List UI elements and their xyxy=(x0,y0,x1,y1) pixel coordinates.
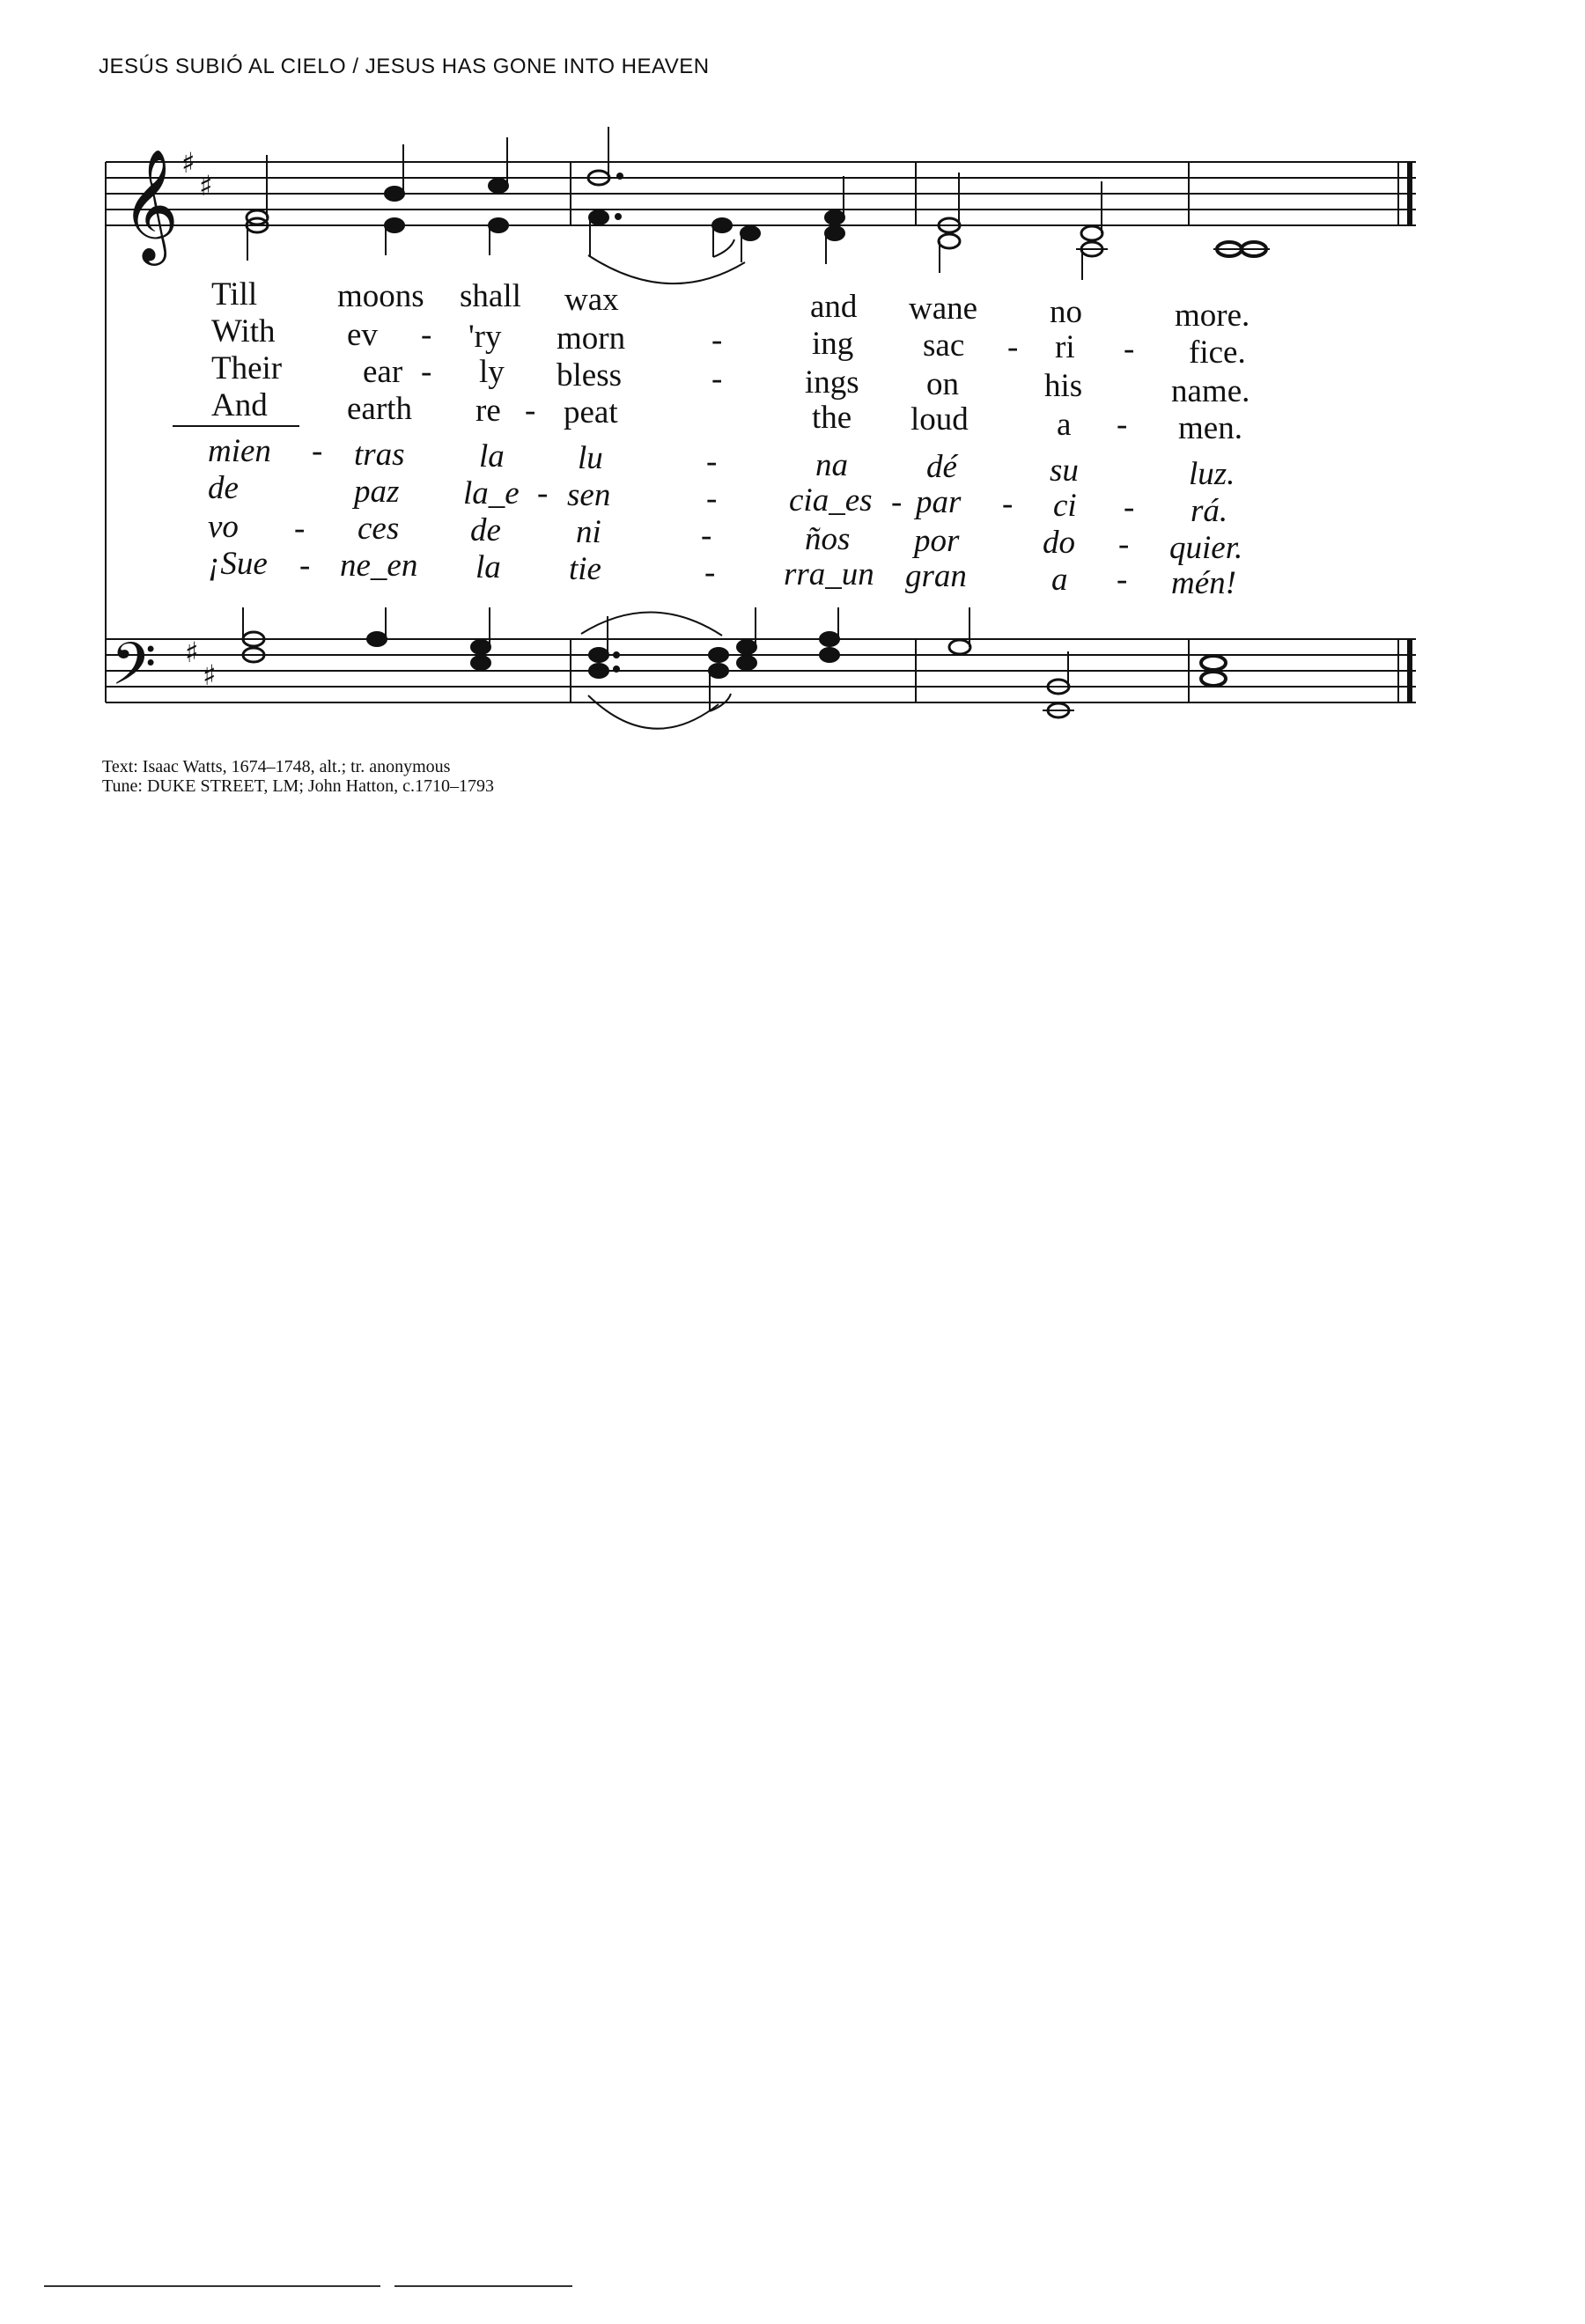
lyric-syllable: - xyxy=(1118,526,1130,563)
lyric-syllable: ni xyxy=(576,514,601,550)
treble-staff xyxy=(106,162,1416,225)
key-sharp-icon: ♯ xyxy=(199,169,213,202)
lyric-syllable: Their xyxy=(211,350,283,386)
lyric-syllable: de xyxy=(208,470,239,506)
lyric-syllable: the xyxy=(812,400,852,436)
lyric-syllable: - xyxy=(704,555,716,591)
lyric-syllable: fice. xyxy=(1189,335,1246,371)
lyric-syllable: do xyxy=(1043,525,1075,561)
note-head xyxy=(489,179,508,193)
lyric-syllable: na xyxy=(815,447,848,483)
lyric-syllable: ear xyxy=(363,354,403,390)
lyric-syllable: quier. xyxy=(1169,530,1243,566)
lyric-syllable: no xyxy=(1050,294,1082,330)
lyric-syllable: la xyxy=(476,549,501,585)
lyric-syllable: ly xyxy=(479,354,505,390)
note-head xyxy=(737,656,756,670)
treble-clef-icon: 𝄞 xyxy=(122,148,180,261)
lyric-syllable: ¡Sue xyxy=(208,546,268,582)
lyric-syllable: rá. xyxy=(1191,493,1228,529)
lyric-syllable: bless xyxy=(557,357,622,393)
note-head xyxy=(489,218,508,232)
lyric-syllable: - xyxy=(701,518,712,554)
lyric-syllable: peat xyxy=(564,394,618,430)
note-head xyxy=(709,664,728,678)
lyric-syllable: tras xyxy=(354,437,405,473)
lyric-syllable: on xyxy=(926,366,959,402)
note-head xyxy=(1201,672,1226,686)
lyric-syllable: With xyxy=(211,313,276,349)
lyric-syllable: vo xyxy=(208,509,239,545)
hymn-title: JESÚS SUBIÓ AL CIELO / JESUS HAS GONE INTO HEAVEN xyxy=(99,55,710,78)
lyric-syllable: - xyxy=(706,444,718,480)
lyric-syllable: rra_un xyxy=(784,556,874,592)
note-head xyxy=(825,226,844,240)
note-head xyxy=(825,210,844,224)
lyric-syllable: de xyxy=(470,512,501,548)
lyric-syllable: - xyxy=(706,481,718,517)
lyric-syllable: par xyxy=(916,484,962,520)
lyric-syllable: earth xyxy=(347,391,412,427)
lyric-syllable: la xyxy=(479,438,505,474)
lyric-syllable: ri xyxy=(1055,329,1075,365)
lyric-syllable: - xyxy=(711,361,723,397)
note-head xyxy=(737,640,756,654)
lyric-syllable: loud xyxy=(910,401,969,438)
lyric-syllable: morn xyxy=(557,320,626,357)
lyric-syllable: wane xyxy=(909,290,978,327)
lyric-syllable: - xyxy=(421,354,432,390)
lyric-syllable: por xyxy=(914,523,960,559)
note-head xyxy=(385,187,404,201)
lyric-syllable: luz. xyxy=(1189,456,1235,492)
lyric-syllable: men. xyxy=(1178,410,1242,446)
lyric-syllable: ne_en xyxy=(340,548,418,584)
note-head xyxy=(471,640,490,654)
note-head xyxy=(589,648,608,662)
lyric-syllable: a xyxy=(1051,562,1068,598)
lyric-syllable: la_e xyxy=(463,475,520,511)
lyric-syllable: - xyxy=(294,511,306,547)
lyric-syllable: re xyxy=(476,393,501,429)
note-head xyxy=(1081,226,1102,240)
lyric-syllable: ños xyxy=(805,521,851,557)
key-sharp-icon: ♯ xyxy=(203,658,217,692)
note-head xyxy=(367,632,387,646)
lyric-syllable: - xyxy=(1124,489,1135,526)
lyric-syllable: lu xyxy=(578,440,603,476)
lyric-syllable: - xyxy=(891,484,903,520)
lyric-syllable: ev xyxy=(347,317,378,353)
lyric-syllable: 'ry xyxy=(468,319,502,355)
bass-clef-icon: 𝄢 xyxy=(111,630,157,712)
lyric-syllable: - xyxy=(1117,407,1128,443)
note-head xyxy=(741,226,760,240)
note-head xyxy=(939,234,960,248)
lyric-syllable: mien xyxy=(208,433,271,469)
lyric-syllable: sen xyxy=(567,477,611,513)
lyric-syllable: - xyxy=(421,317,432,353)
note-head xyxy=(820,632,839,646)
lyric-syllable: paz xyxy=(354,474,400,510)
lyric-syllable: - xyxy=(711,322,723,358)
note-head xyxy=(709,648,728,662)
lyric-syllable: - xyxy=(1007,329,1019,365)
lyric-syllable: ces xyxy=(358,511,400,547)
lyric-syllable: a xyxy=(1057,407,1072,443)
note-head xyxy=(471,656,490,670)
lyric-syllable: And xyxy=(211,387,268,423)
lyric-syllable: moons xyxy=(337,278,424,314)
lyric-syllable: tie xyxy=(569,551,601,587)
lyric-syllable: name. xyxy=(1171,373,1250,409)
note-head xyxy=(820,648,839,662)
lyric-syllable: dé xyxy=(926,449,957,485)
note-head xyxy=(949,640,970,654)
lyric-syllable: his xyxy=(1044,368,1083,404)
hymn-credits xyxy=(102,757,494,796)
lyric-syllable: and xyxy=(810,289,858,325)
tune-credit: Tune: DUKE STREET, LM; John Hatton, c.1710–1793 xyxy=(102,776,494,796)
lyric-syllable: - xyxy=(525,393,536,429)
lyric-syllable: Till xyxy=(211,276,258,313)
lyric-syllable: shall xyxy=(460,278,521,314)
footer-rule xyxy=(394,2285,572,2287)
lyric-syllable: gran xyxy=(905,558,967,594)
lyric-syllable: ings xyxy=(805,364,859,401)
lyric-syllable: more. xyxy=(1175,298,1250,334)
lyric-syllable: - xyxy=(299,548,311,584)
footer-rule xyxy=(44,2285,380,2287)
lyric-syllable: - xyxy=(1124,331,1135,367)
lyric-syllable: mén! xyxy=(1171,565,1236,601)
lyric-syllable: ing xyxy=(812,326,854,362)
lyric-syllable: - xyxy=(312,433,323,469)
note-head xyxy=(1201,656,1226,670)
text-credit: Text: Isaac Watts, 1674–1748, alt.; tr. anonymous xyxy=(102,757,451,776)
lyric-syllable: - xyxy=(537,475,549,511)
lyric-syllable: - xyxy=(1002,486,1014,522)
lyric-syllable: ci xyxy=(1053,488,1077,524)
key-sharp-icon: ♯ xyxy=(185,636,199,669)
note-head xyxy=(589,210,608,224)
lyric-syllable: su xyxy=(1050,452,1079,489)
lyric-syllable: wax xyxy=(564,282,619,318)
note-head xyxy=(712,218,732,232)
note-head xyxy=(589,664,608,678)
key-sharp-icon: ♯ xyxy=(181,146,195,180)
lyric-syllable: sac xyxy=(923,327,965,364)
note-head xyxy=(385,218,404,232)
lyric-syllable: cia_es xyxy=(789,482,873,518)
lyric-syllable: - xyxy=(1117,562,1128,598)
